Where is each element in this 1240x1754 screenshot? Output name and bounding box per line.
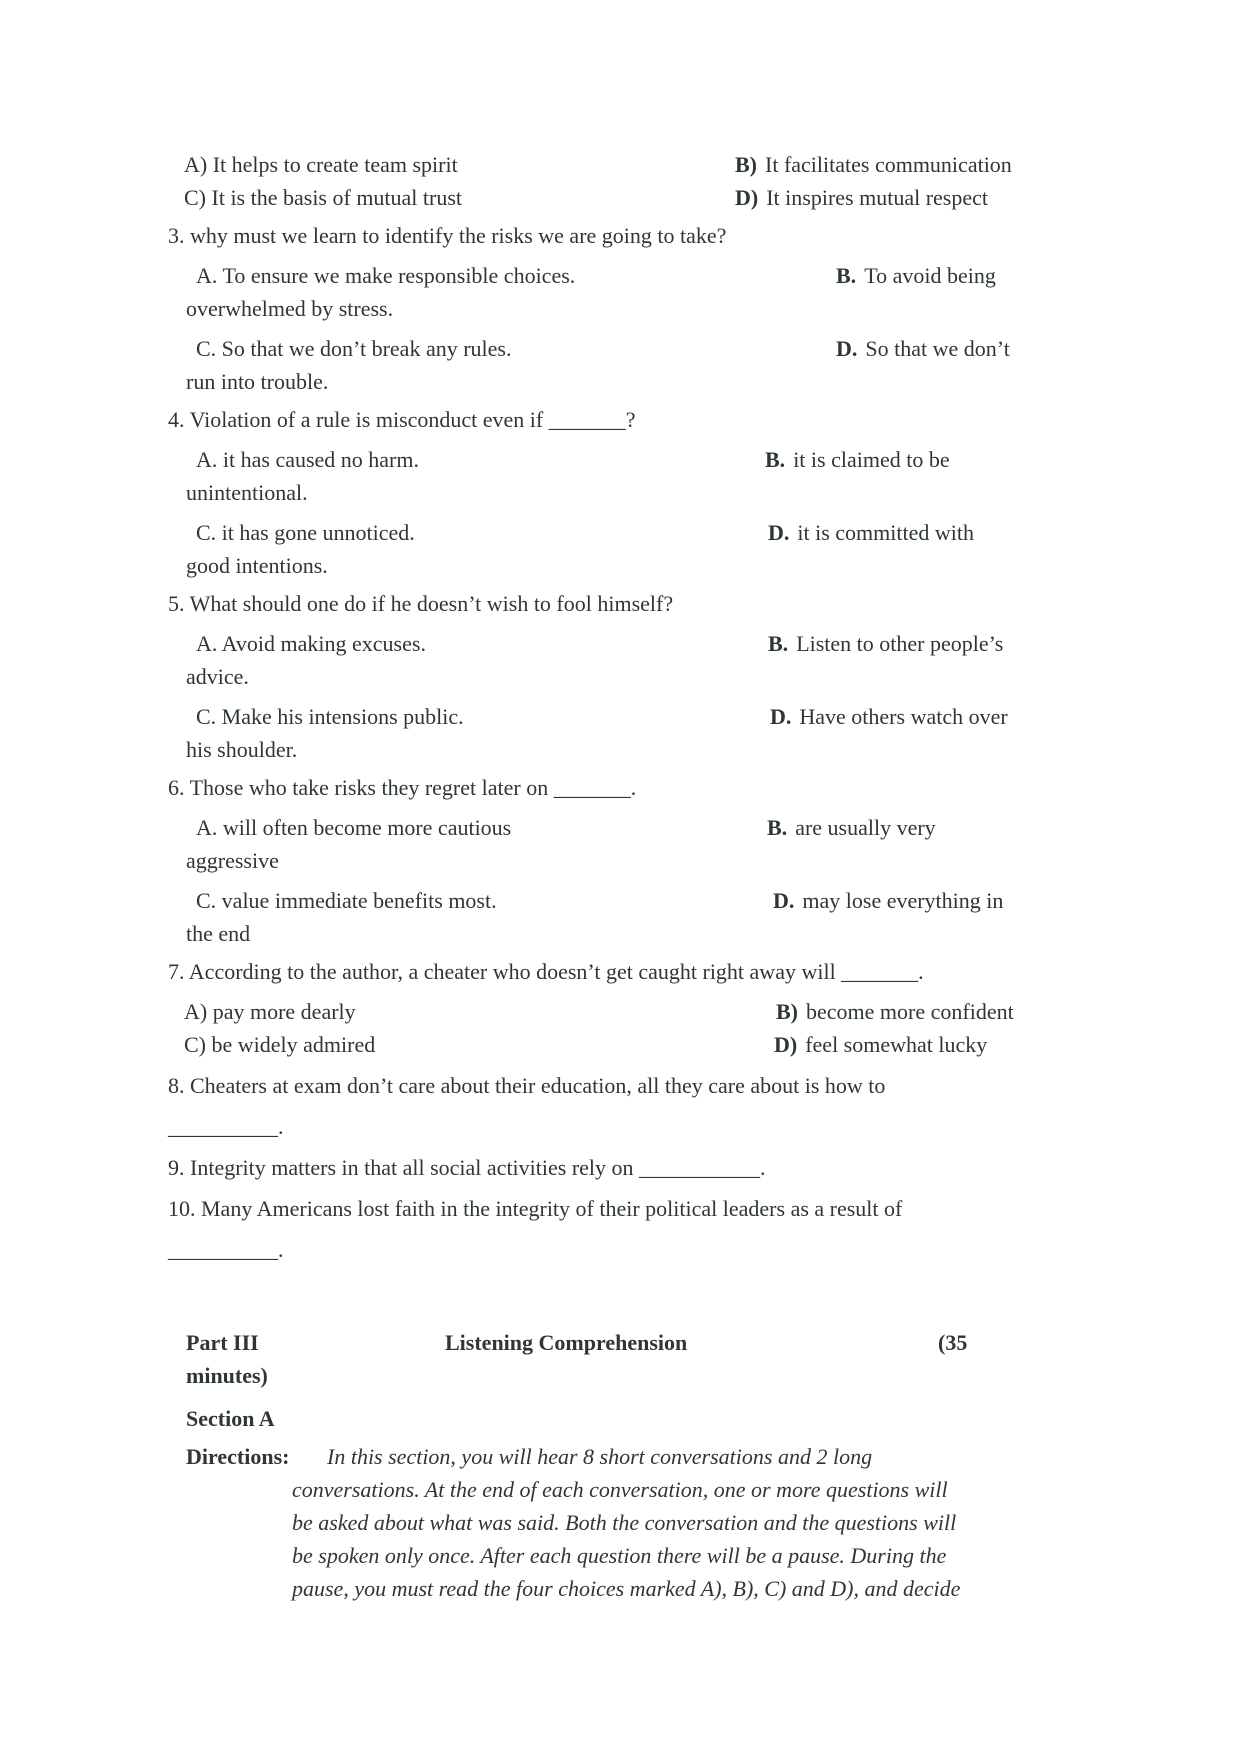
part-time-wrap: minutes) bbox=[186, 1363, 268, 1388]
answer-option-right bbox=[767, 811, 936, 844]
option-text: It facilitates communication bbox=[765, 152, 1012, 177]
option-wrap-text: unintentional. bbox=[186, 480, 308, 505]
answer-option-left: C. Make his intensions public. bbox=[196, 704, 464, 729]
answer-option-right bbox=[836, 259, 996, 292]
option-row bbox=[0, 516, 1240, 549]
option-continuation bbox=[0, 660, 1240, 693]
option-wrap-text: run into trouble. bbox=[186, 369, 329, 394]
option-row bbox=[0, 148, 1240, 181]
answer-option-left: C) It is the basis of mutual trust bbox=[184, 185, 463, 210]
answer-option-left: C) be widely admired bbox=[184, 1032, 376, 1057]
answer-option-right bbox=[735, 181, 988, 214]
fill-blank-line bbox=[0, 1110, 1240, 1143]
part-heading bbox=[0, 1326, 1240, 1359]
option-letter: B) bbox=[735, 152, 757, 177]
question-5 bbox=[0, 587, 1240, 620]
option-letter: B. bbox=[836, 263, 857, 288]
directions-text-line: In this section, you will hear 8 short conversations and 2 long bbox=[327, 1444, 873, 1469]
question-3 bbox=[0, 219, 1240, 252]
option-wrap-text: advice. bbox=[186, 664, 249, 689]
option-text: it is claimed to be bbox=[793, 447, 950, 472]
answer-option-left: A. To ensure we make responsible choices. bbox=[196, 263, 576, 288]
answer-option-left: A. it has caused no harm. bbox=[196, 447, 419, 472]
option-row bbox=[0, 443, 1240, 476]
part-title: Listening Comprehension bbox=[445, 1330, 688, 1355]
option-text: feel somewhat lucky bbox=[805, 1032, 988, 1057]
answer-option-right bbox=[773, 884, 1003, 917]
answer-option-right bbox=[735, 148, 1012, 181]
directions-line bbox=[0, 1473, 1240, 1506]
option-wrap-text: overwhelmed by stress. bbox=[186, 296, 394, 321]
answer-option-right bbox=[774, 1028, 987, 1061]
directions-text-line: be spoken only once. After each question there will be a pause. During the bbox=[292, 1543, 947, 1568]
question-stem: 10. Many Americans lost faith in the integrity of their political leaders as a result of bbox=[168, 1196, 903, 1221]
option-continuation bbox=[0, 292, 1240, 325]
option-wrap-text: aggressive bbox=[186, 848, 279, 873]
option-wrap-text: his shoulder. bbox=[186, 737, 298, 762]
option-row bbox=[0, 627, 1240, 660]
option-row bbox=[0, 884, 1240, 917]
option-letter: B. bbox=[768, 631, 789, 656]
option-letter: B) bbox=[776, 999, 798, 1024]
answer-option-left: C. it has gone unnoticed. bbox=[196, 520, 415, 545]
option-continuation bbox=[0, 917, 1240, 950]
option-continuation bbox=[0, 365, 1240, 398]
option-letter: D. bbox=[768, 520, 790, 545]
directions-text-line: conversations. At the end of each conversation, one or more questions will bbox=[292, 1477, 948, 1502]
option-letter: B. bbox=[767, 815, 788, 840]
section-heading bbox=[0, 1402, 1240, 1435]
question-stem: 9. Integrity matters in that all social activities rely on ___________. bbox=[168, 1155, 766, 1180]
option-row bbox=[0, 1028, 1240, 1061]
option-text: So that we don’t bbox=[865, 336, 1010, 361]
directions-text-line: pause, you must read the four choices marked A), B), C) and D), and decide bbox=[292, 1576, 961, 1601]
option-letter: B. bbox=[765, 447, 786, 472]
answer-option-left: A. Avoid making excuses. bbox=[196, 631, 426, 656]
answer-option-right bbox=[768, 516, 974, 549]
directions-line bbox=[0, 1506, 1240, 1539]
option-letter: D. bbox=[836, 336, 858, 361]
option-text: are usually very bbox=[795, 815, 936, 840]
option-letter: D) bbox=[735, 185, 759, 210]
directions-line bbox=[0, 1539, 1240, 1572]
option-row bbox=[0, 995, 1240, 1028]
answer-option-left: C. value immediate benefits most. bbox=[196, 888, 497, 913]
fill-blank-line bbox=[0, 1233, 1240, 1266]
option-letter: D. bbox=[773, 888, 795, 913]
question-9 bbox=[0, 1151, 1240, 1184]
question-10 bbox=[0, 1192, 1240, 1225]
option-row bbox=[0, 259, 1240, 292]
answer-option-right bbox=[765, 443, 950, 476]
option-text: may lose everything in bbox=[802, 888, 1004, 913]
option-wrap-text: good intentions. bbox=[186, 553, 328, 578]
answer-option-right bbox=[836, 332, 1010, 365]
question-stem: 7. According to the author, a cheater who doesn’t get caught right away will _______. bbox=[168, 959, 924, 984]
option-row bbox=[0, 811, 1240, 844]
option-text: It inspires mutual respect bbox=[766, 185, 988, 210]
option-text: it is committed with bbox=[797, 520, 974, 545]
option-letter: D) bbox=[774, 1032, 798, 1057]
question-stem: 3. why must we learn to identify the risks we are going to take? bbox=[168, 223, 727, 248]
directions-label: Directions: bbox=[186, 1444, 290, 1469]
option-letter: D. bbox=[770, 704, 792, 729]
section-label: Section A bbox=[186, 1406, 275, 1431]
directions-block bbox=[0, 1440, 1240, 1473]
question-8 bbox=[0, 1069, 1240, 1102]
question-4 bbox=[0, 403, 1240, 436]
option-row bbox=[0, 700, 1240, 733]
question-stem: 5. What should one do if he doesn’t wish to fool himself? bbox=[168, 591, 674, 616]
question-stem: 4. Violation of a rule is misconduct even if _______? bbox=[168, 407, 636, 432]
answer-option-right bbox=[776, 995, 1014, 1028]
directions-text-line: be asked about what was said. Both the conversation and the questions will bbox=[292, 1510, 957, 1535]
directions-line bbox=[0, 1572, 1240, 1605]
answer-option-left: A) pay more dearly bbox=[184, 999, 356, 1024]
answer-option-left: C. So that we don’t break any rules. bbox=[196, 336, 512, 361]
option-text: To avoid being bbox=[864, 263, 996, 288]
option-text: Listen to other people’s bbox=[796, 631, 1004, 656]
answer-option-right bbox=[768, 627, 1003, 660]
question-7 bbox=[0, 955, 1240, 988]
part-heading-wrap bbox=[0, 1359, 1240, 1392]
question-stem: 6. Those who take risks they regret later on _______. bbox=[168, 775, 637, 800]
answer-option-left: A. will often become more cautious bbox=[196, 815, 512, 840]
option-continuation bbox=[0, 844, 1240, 877]
answer-option-right bbox=[770, 700, 1008, 733]
option-text: become more confident bbox=[806, 999, 1014, 1024]
option-continuation bbox=[0, 476, 1240, 509]
option-wrap-text: the end bbox=[186, 921, 251, 946]
option-row bbox=[0, 181, 1240, 214]
question-stem: 8. Cheaters at exam don’t care about their education, all they care about is how to bbox=[168, 1073, 886, 1098]
part-time: (35 bbox=[938, 1330, 968, 1355]
option-continuation bbox=[0, 549, 1240, 582]
question-6 bbox=[0, 771, 1240, 804]
option-text: Have others watch over bbox=[799, 704, 1008, 729]
blank-underscore: __________. bbox=[168, 1237, 284, 1262]
option-continuation bbox=[0, 733, 1240, 766]
option-row bbox=[0, 332, 1240, 365]
answer-option-left: A) It helps to create team spirit bbox=[184, 152, 458, 177]
part-label: Part III bbox=[186, 1330, 259, 1355]
blank-underscore: __________. bbox=[168, 1114, 284, 1139]
